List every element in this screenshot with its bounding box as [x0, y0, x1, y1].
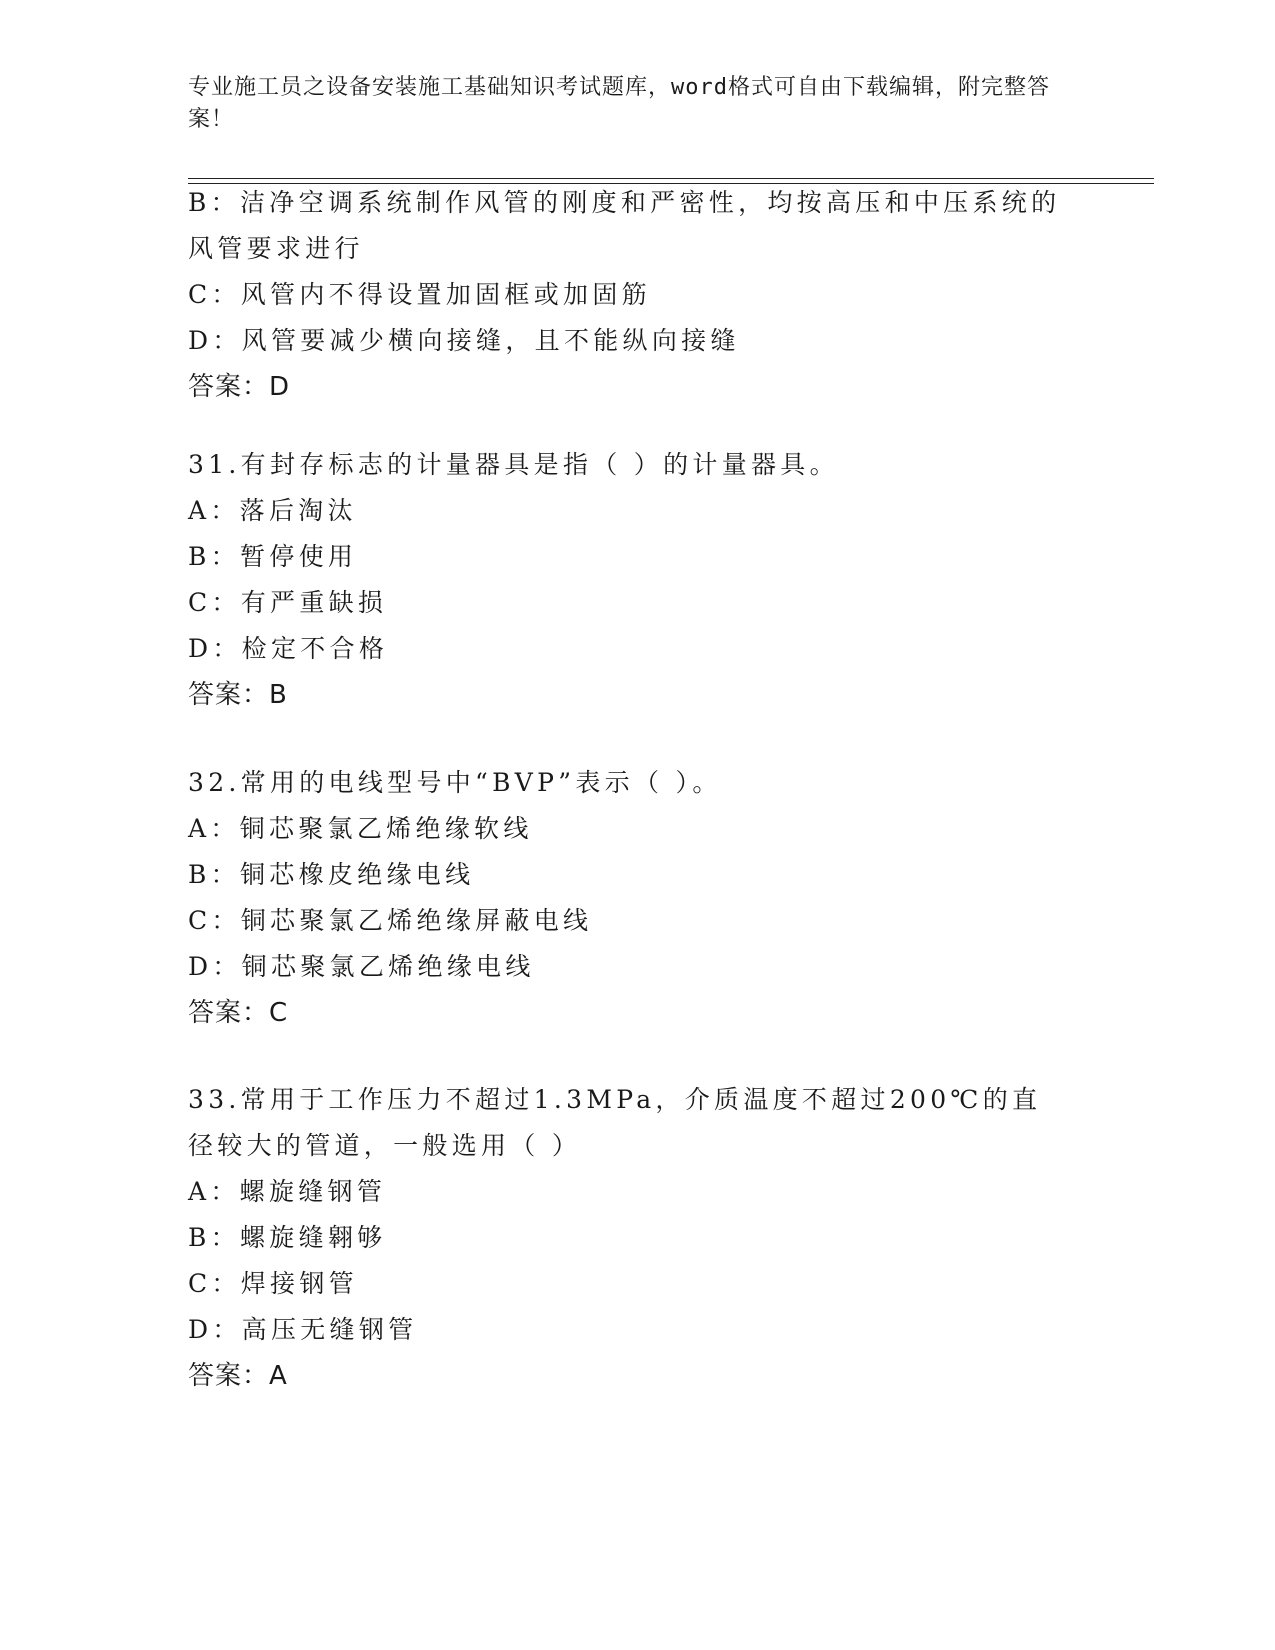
q31-option-a: A：落后淘汰 [188, 496, 357, 525]
q32-option-d: D：铜芯聚氯乙烯绝缘电线 [188, 952, 535, 981]
q30-option-c: C：风管内不得设置加固框或加固筋 [188, 280, 651, 309]
q31-option-d: D：检定不合格 [188, 634, 389, 663]
document-header: 专业施工员之设备安装施工基础知识考试题库，word格式可自由下载编辑，附完整答案！ [188, 75, 1050, 132]
q33-answer: 答案：A [188, 1361, 288, 1391]
q31-option-c: C：有严重缺损 [188, 588, 388, 617]
q33-option-a: A：螺旋缝钢管 [188, 1177, 387, 1206]
q30-answer: 答案：D [188, 372, 291, 402]
q31-answer: 答案：B [188, 680, 288, 710]
q31-option-b: B：暂停使用 [188, 542, 358, 571]
question-31 [188, 442, 1088, 718]
q30-option-b: B：洁净空调系统制作风管的刚度和严密性，均按高压和中压系统的风管要求进行 [188, 188, 1061, 263]
q33-option-b: B：螺旋缝翱够 [188, 1223, 387, 1252]
q31-stem: 31.有封存标志的计量器具是指（ ）的计量器具。 [188, 450, 839, 479]
q33-option-d: D：高压无缝钢管 [188, 1315, 418, 1344]
q32-option-b: B：铜芯橡皮绝缘电线 [188, 860, 475, 889]
q30-option-d: D：风管要减少横向接缝，且不能纵向接缝 [188, 326, 740, 355]
header-divider-top [188, 178, 1154, 179]
q32-stem: 32.常用的电线型号中“BVP”表示（ ）。 [188, 768, 722, 797]
q32-answer: 答案：C [188, 998, 289, 1028]
question-32 [188, 760, 1088, 1036]
q33-option-c: C：焊接钢管 [188, 1269, 358, 1298]
q33-stem: 33.常用于工作压力不超过1.3MPa，介质温度不超过200℃的直径较大的管道，一般选用（ ） [188, 1085, 1042, 1160]
question-33 [188, 1077, 1088, 1399]
q32-option-c: C：铜芯聚氯乙烯绝缘屏蔽电线 [188, 906, 593, 935]
question-30-continuation [188, 180, 1088, 410]
q32-option-a: A：铜芯聚氯乙烯绝缘软线 [188, 814, 533, 843]
